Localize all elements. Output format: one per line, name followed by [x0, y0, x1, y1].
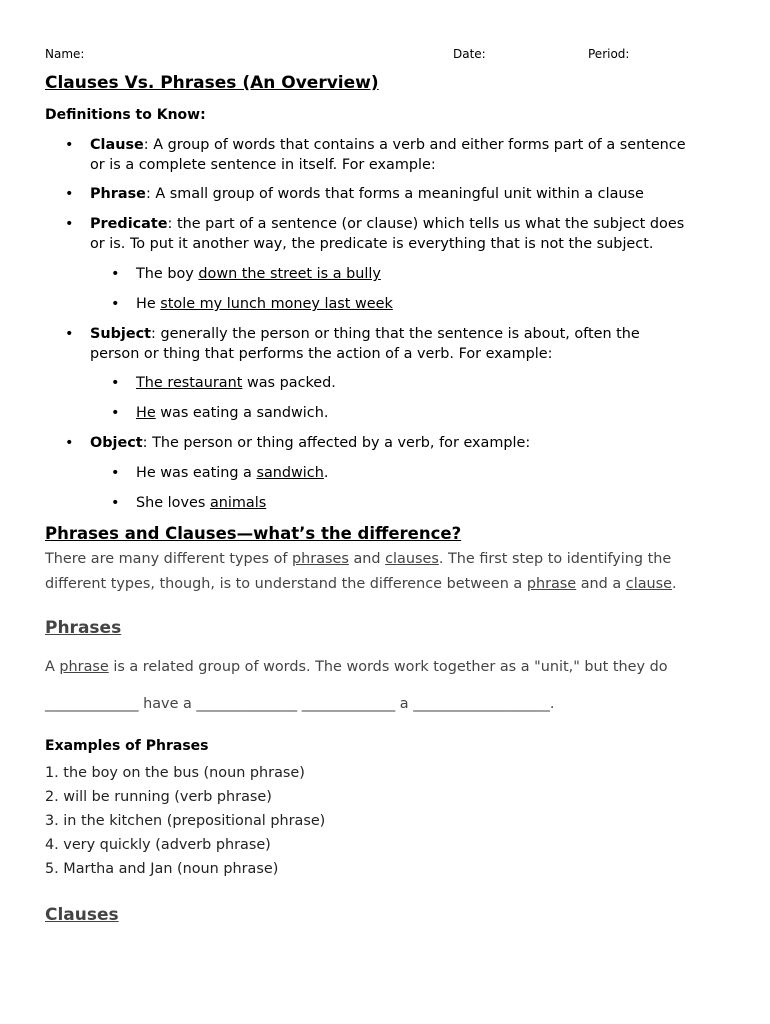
name-label: Name: — [45, 47, 85, 61]
difference-heading: Phrases and Clauses—what’s the difference? — [45, 524, 462, 543]
bullet: • — [111, 296, 120, 312]
example-text: . — [323, 465, 329, 481]
period-label: Period: — [588, 47, 630, 61]
bullet: • — [65, 216, 74, 232]
list-item: 5. Martha and Jan (noun phrase) — [45, 861, 279, 877]
example-object: sandwich — [256, 465, 324, 481]
example-predicate: stole my lunch money last week — [160, 296, 393, 312]
paragraph-text: A — [45, 659, 60, 675]
list-item: 2. will be running (verb phrase) — [45, 789, 272, 805]
term-clause: Clause — [90, 137, 144, 153]
paragraph-text: and a — [576, 576, 626, 592]
predicate-text-2: or is. To put it another way, the predicate is everything that is not the subject. — [90, 236, 654, 252]
phrases-heading: Phrases — [45, 618, 122, 638]
paragraph-text: different types, though, is to understand the difference between a — [45, 576, 527, 592]
example-text: was eating a sandwich. — [155, 405, 329, 421]
bullet: • — [111, 405, 120, 421]
paragraph-text: There are many different types of — [45, 551, 293, 567]
predicate-text-1: : the part of a sentence (or clause) which tells us what the subject does — [167, 216, 685, 232]
difference-paragraph — [45, 547, 677, 597]
bullet: • — [65, 186, 74, 202]
clauses-heading: Clauses — [45, 905, 119, 925]
bullet: • — [111, 495, 120, 511]
link-phrase: phrase — [526, 576, 577, 592]
bullet: • — [65, 435, 74, 451]
term-subject: Subject — [90, 326, 152, 342]
phrase-examples-list — [45, 761, 325, 881]
link-clause: clause — [625, 576, 672, 592]
list-item: 1. the boy on the bus (noun phrase) — [45, 765, 305, 781]
term-predicate: Predicate — [90, 216, 168, 232]
example-subject: The restaurant — [136, 375, 243, 391]
page-title: Clauses Vs. Phrases (An Overview) — [45, 73, 379, 93]
fill-in-blank-text: _____________ have a ______________ _____________ a ___________________. — [45, 696, 555, 712]
link-phrase: phrase — [59, 659, 109, 675]
phrase-text: : A small group of words that forms a meaningful unit within a clause — [145, 186, 644, 202]
bullet: • — [65, 326, 74, 342]
clause-text-1: : A group of words that contains a verb and either forms part of a sentence — [143, 137, 686, 153]
object-text: : The person or thing affected by a verb, for example: — [142, 435, 531, 451]
paragraph-text: . — [671, 576, 677, 592]
example-text: He was eating a — [136, 465, 257, 481]
example-text: He — [136, 296, 161, 312]
paragraph-text: is a related group of words. The words work together as a "unit," but they do — [108, 659, 668, 675]
subject-text-1: : generally the person or thing that the sentence is about, often the — [151, 326, 640, 342]
example-object: animals — [209, 495, 267, 511]
term-object: Object — [90, 435, 143, 451]
bullet: • — [111, 266, 120, 282]
list-item: 3. in the kitchen (prepositional phrase) — [45, 813, 326, 829]
example-predicate: down the street is a bully — [198, 266, 381, 282]
bullet: • — [65, 137, 74, 153]
bullet: • — [111, 465, 120, 481]
phrase-definition — [45, 655, 668, 680]
clause-text-2: or is a complete sentence in itself. For example: — [90, 157, 436, 173]
example-subject: He — [136, 405, 156, 421]
examples-heading: Examples of Phrases — [45, 738, 209, 754]
subject-text-2: person or thing that performs the action of a verb. For example: — [90, 346, 553, 362]
list-item: 4. very quickly (adverb phrase) — [45, 837, 271, 853]
paragraph-text: and — [348, 551, 386, 567]
paragraph-text: . The first step to identifying the — [438, 551, 672, 567]
link-phrases: phrases — [292, 551, 349, 567]
definitions-heading: Definitions to Know: — [45, 107, 206, 123]
term-phrase: Phrase — [90, 186, 146, 202]
bullet: • — [111, 375, 120, 391]
example-text: The boy — [136, 266, 199, 282]
example-text: She loves — [136, 495, 210, 511]
date-label: Date: — [453, 47, 486, 61]
example-text: was packed. — [242, 375, 336, 391]
fill-in-blank-line[interactable] — [45, 692, 555, 717]
link-clauses: clauses — [385, 551, 439, 567]
